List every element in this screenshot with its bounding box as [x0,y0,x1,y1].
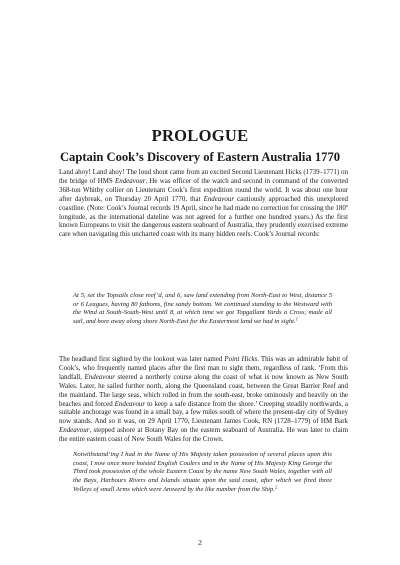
text-run: At 5, set the Topsails close reef’d, and 6, saw land extending from North-East to West, distance 5 or 6 Leagues, having 80 fathoms, fine sandy bottom. We continued standing to the Westward with the Wind at South-South-West until 8, at which time we got Topgallant Yards a Cross, made all sail, and bore away along shore North-East for the Eastermost land we had in sight. [73,292,332,326]
page-number: 2 [198,538,202,547]
text-run: . This was an admirable habit of Cook’s, who frequently named places after the first man to sight them, regardless of rank. ‘From this landfall, [59,355,348,381]
italic-run: Endeavour [84,372,115,381]
text-run: to keep a safe distance from the shore.’ Creeping steadily northwards, a suitable anchorage was found in a small bay, a few miles south of where the present-day city of Sydney now stands. And so it was, on 29 April 1770, Lieutenant James Cook, RN (1728–1779) of HM Bark [59,399,348,426]
text-run: . He was officer of the watch and second in command of the converted 368-ton Whitby collier on Lieutenant Cook’s first expedition round the world. It was about one hour after daybreak, on Thursday 20 April 1770, that [59,176,348,203]
text-run: Notwithstand’ing I had in the Name of His Majesty taken possession of several places upon this coast, I now once more hoisted English Coulers and in the Name of His Majesty King George the Third took possession of the whole Eastern Coast by the name New South Wales, together with all the Bays, Harbours Rivers and Islands situate upon the said coast, after which we fired three Volleys of small Arms which were Answerd by the like number from the Ship. [73,451,332,493]
footnote-marker: 1 [295,316,298,322]
footnote-marker: 2 [274,484,278,490]
italic-run: Endeavour [114,176,146,185]
text-run: , stepped ashore at Botany Bay on the eastern seaboard of Australia. He was later to claim the entire eastern coast of New South Wales for the Crown. [59,426,348,444]
journal-quote-1 [73,292,332,327]
italic-run: Endeavour [114,399,146,408]
italic-run: Endeavour [203,194,235,203]
italic-run: Point Hicks [224,355,258,363]
body-paragraph-2 [59,355,348,444]
text-run: steered a northerly course along the coast of what is now known as New South Wales. Later, he sailed further north, along the Queensland coast, between the Great Barrier Reef and the mainland. The large seas, which rolled in from the south-east, broke ominously and heavily on the beaches and forced [59,372,348,408]
body-paragraph-1 [59,168,348,239]
text-run: The headland first sighted by the lookout was later named [59,355,225,363]
italic-run: Endeavour [59,426,90,435]
journal-quote-2 [73,451,332,495]
text-run: Land ahoy! Land ahoy! The loud shout came from an excited Second Lieutenant Hicks (1739–1771) on the bridge of HMS [59,168,348,185]
chapter-subheading: Captain Cook’s Discovery of Eastern Australia 1770 [59,150,341,164]
chapter-heading: PROLOGUE [151,126,249,145]
text-run: cautiously approached this unexplored coastline. (Note: Cook’s Journal records 19 April, since he had made no correction for crossing the 180º longitude, as the international dateline was not agreed for a further one hundred years.) As the first known Europeans to visit the dangerous eastern seaboard of Australia, they prudently exercised extreme care when navigating this uncharted coast with its many hidden reefs. Cook’s Journal records: [59,194,348,239]
